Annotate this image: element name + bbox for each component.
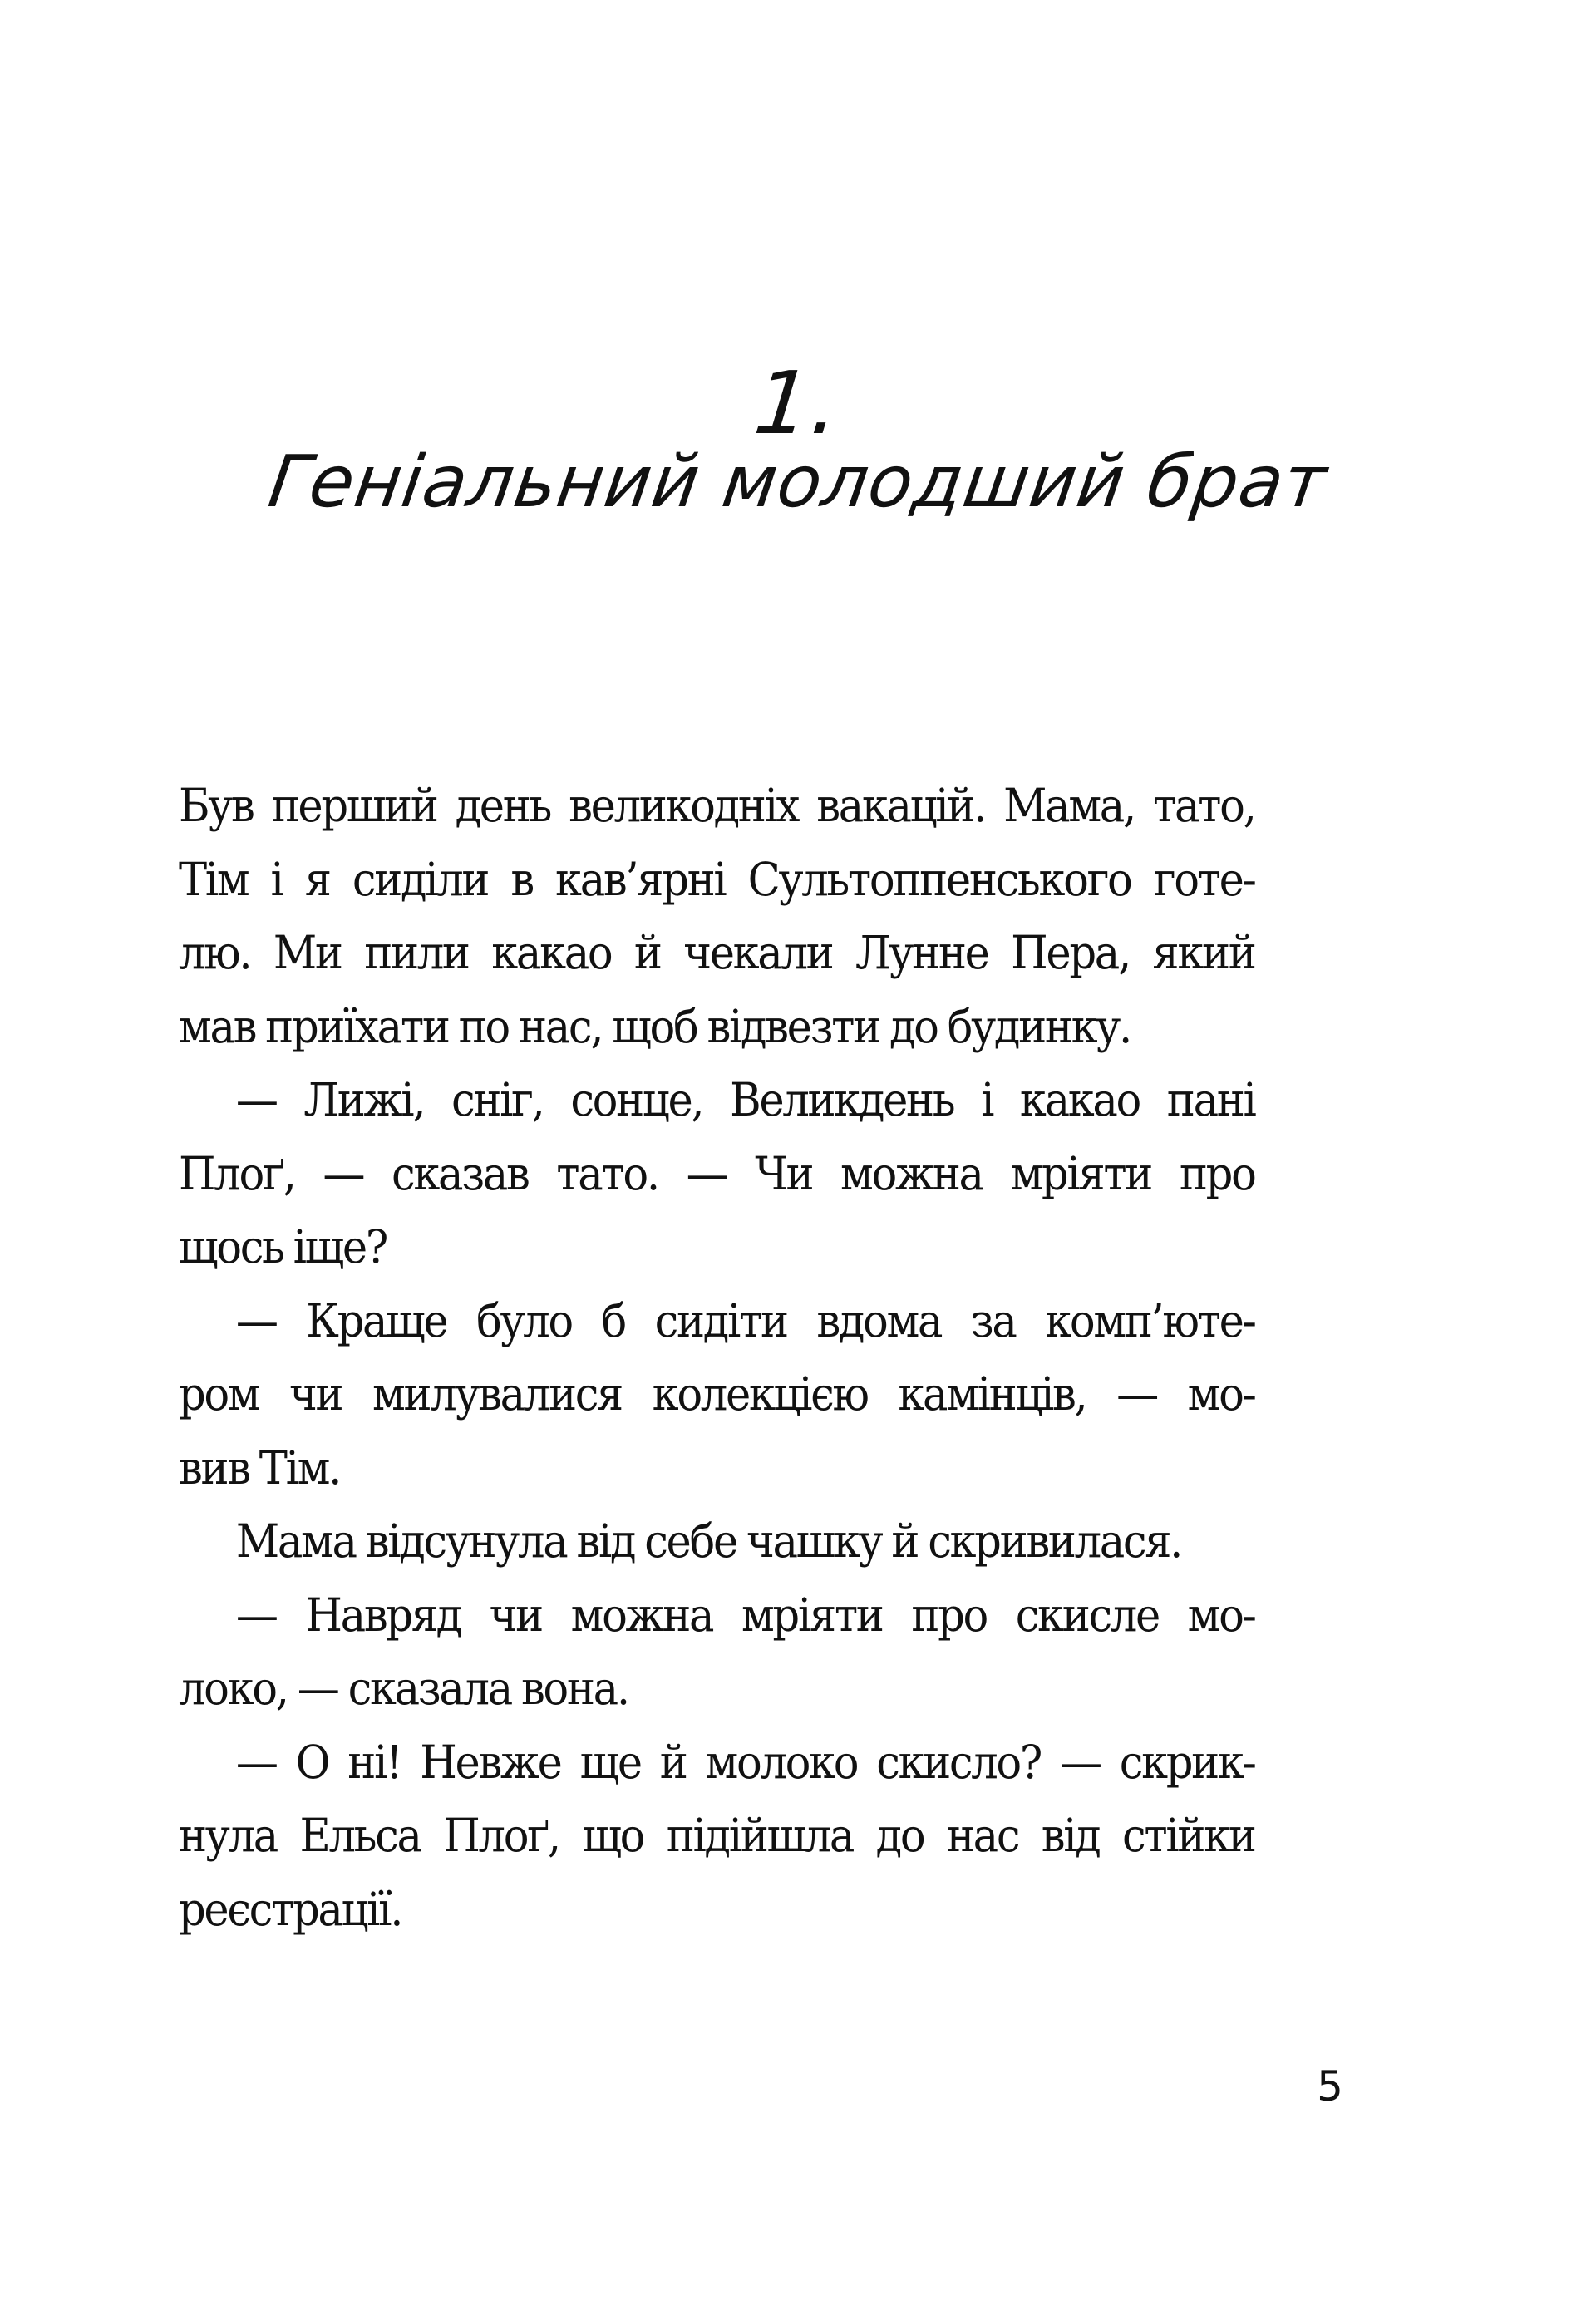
- text-line: — О ні! Невже ще й молоко скисло? — скрик-: [235, 1735, 1255, 1789]
- text-line: — Краще було б сидіти вдома за комп’юте-: [235, 1293, 1255, 1347]
- text-line: лю. Ми пили какао й чекали Лунне Пера, який: [179, 926, 1255, 979]
- text-line: мав приїхати по нас, щоб відвезти до будинку.: [179, 999, 1130, 1053]
- chapter-title: Геніальний молодший брат: [264, 441, 1332, 524]
- text-line: ром чи милувалися колекцією камінців, — мо-: [179, 1367, 1255, 1421]
- body-text: [179, 769, 1255, 1946]
- text-line: Був перший день великодніх вакацій. Мама, тато,: [179, 779, 1255, 832]
- chapter-number: 1.: [749, 352, 847, 454]
- text-line: щось іще?: [179, 1220, 387, 1273]
- text-line: — Навряд чи можна мріяти про скисле мо-: [235, 1588, 1255, 1642]
- text-line: нула Ельса Плоґ, що підійшла до нас від стійки: [179, 1809, 1255, 1862]
- text-line: — Лижі, сніг, сонце, Великдень і какао пані: [235, 1073, 1255, 1126]
- text-line: вив Тім.: [179, 1441, 341, 1495]
- text-line: Мама відсунула від себе чашку й скривилася.: [235, 1514, 1182, 1568]
- page-number: 5: [1317, 2062, 1343, 2110]
- text-line: локо, — сказала вона.: [179, 1662, 628, 1715]
- text-line: Плоґ, — сказав тато. — Чи можна мріяти про: [179, 1146, 1255, 1200]
- text-line: реєстрації.: [179, 1882, 402, 1936]
- text-line: Тім і я сиділи в кав’ярні Сультоппенського готе-: [179, 852, 1255, 906]
